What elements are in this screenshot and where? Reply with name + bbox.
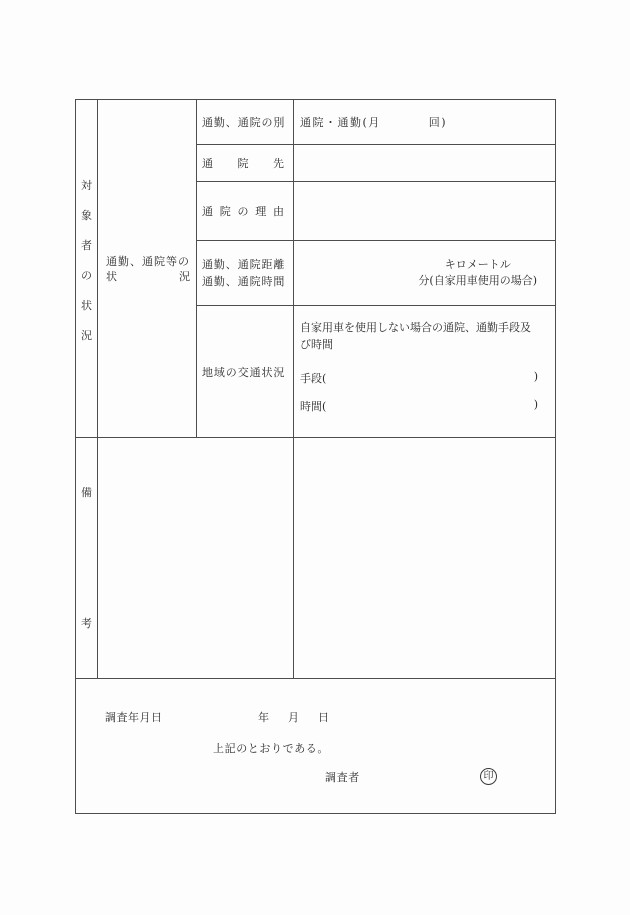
hospital-value-cell (294, 145, 556, 181)
vertical-label-char: 状 (81, 299, 92, 312)
no-private-car-note: 自家用車を使用しない場合の通院、通勤手段及び時間 (300, 321, 531, 351)
surveyor-label: 調査者 (325, 771, 360, 784)
distance-time-value (294, 241, 556, 305)
group-label-line2: 状 況 (106, 269, 190, 283)
remarks-cell-right (293, 438, 555, 678)
year-label: 年 (258, 711, 269, 724)
row-distance-time (197, 241, 556, 306)
day-label: 日 (318, 711, 329, 724)
vertical-label-char: 対 (81, 179, 92, 192)
vertical-label-char: 考 (81, 617, 92, 630)
vertical-label-char: 象 (81, 209, 92, 222)
commute-type-value: 通院・通勤(月 回) (300, 116, 448, 129)
hospital-label: 通 院 先 (197, 145, 294, 181)
group-label-line1: 通勤、通院等の (106, 254, 190, 268)
vertical-label-char: 者 (81, 239, 92, 252)
survey-date-label: 調査年月日 (105, 711, 163, 724)
row-commute-type (197, 100, 556, 145)
kilometers-unit-label: キロメートル (444, 258, 511, 271)
remarks-vertical-label (76, 438, 97, 678)
vertical-label-char: の (81, 269, 92, 282)
row-hospital (197, 145, 556, 182)
month-label: 月 (288, 711, 299, 724)
hospital-reason-value-cell (294, 182, 556, 240)
regional-transport-value (294, 306, 556, 437)
distance-time-label: 通勤、通院距離 通勤、通院時間 (197, 241, 294, 305)
vertical-label-char: 況 (81, 329, 92, 342)
regional-transport-label: 地域の交通状況 (197, 306, 294, 437)
subject-status-vertical-label (76, 100, 97, 437)
confirmation-statement: 上記のとおりである。 (213, 742, 329, 755)
remarks-section (76, 438, 555, 679)
means-fill-line: 手段( ) (300, 370, 538, 385)
remarks-cell-left (97, 438, 293, 678)
hospital-reason-label: 通 院 の 理 由 (197, 182, 294, 240)
subject-status-section (76, 100, 555, 438)
row-hospital-reason (197, 182, 556, 241)
seal-icon: 印 (480, 768, 497, 785)
time-fill-line: 時間( ) (300, 398, 538, 413)
survey-form-table (75, 99, 556, 814)
commute-hospital-status-group-cell (97, 100, 196, 437)
minutes-unit-label: 分(自家用車使用の場合) (418, 274, 537, 287)
status-rows (196, 100, 556, 437)
commute-type-label: 通勤、通院の別 (197, 100, 294, 144)
vertical-label-char: 備 (81, 486, 92, 499)
row-regional-transport (197, 306, 556, 437)
